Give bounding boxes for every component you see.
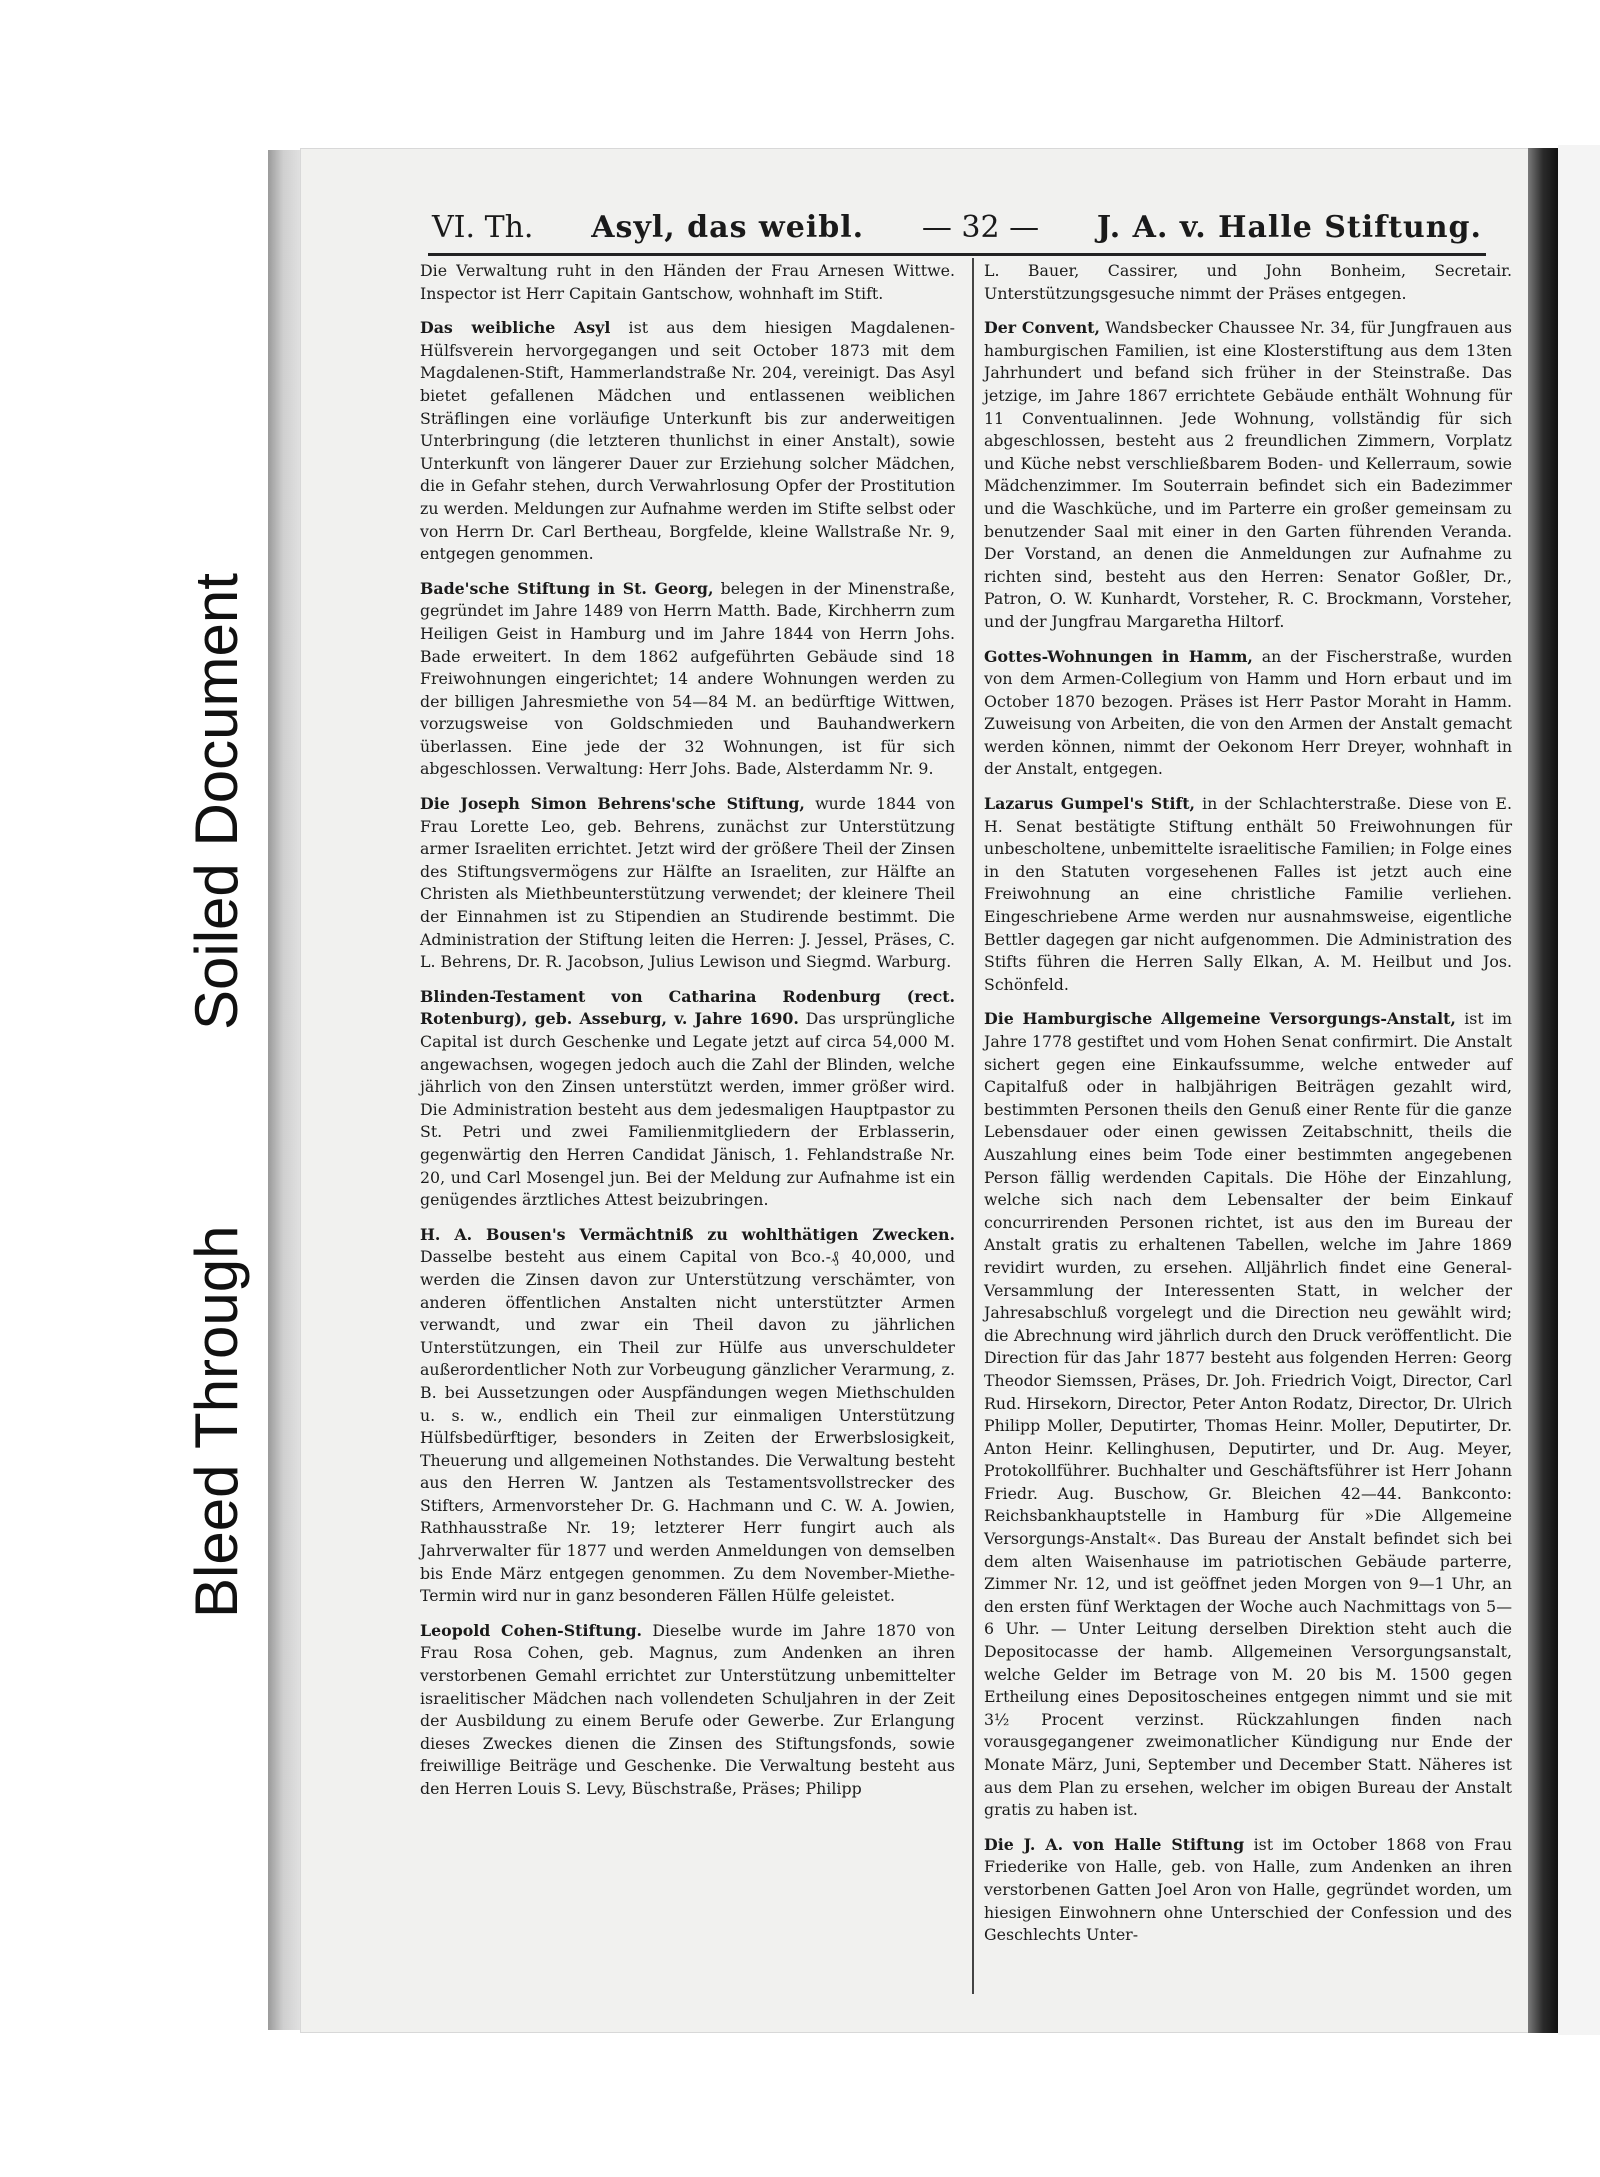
entry-text: an der Fischerstraße, wurden von dem Armen-Collegium von Hamm und Horn erbaut und im October 1870 bezogen. Präses ist Herr Pastor Moraht in Hamm. Zuweisung von Arbeiten, die von den Armen der Anstalt gemacht werden können, nimmt der Oekonom Herr Dreyer, wohnhaft in der Anstalt, entgegen. xyxy=(984,646,1512,779)
entry-text: ist aus dem hiesigen Magdalenen-Hülfsverein hervorgegangen und seit October 1873 mit dem Magdalenen-Stift, Hammerlandstraße Nr. 204, vereinigt. Das Asyl bietet gefallenen Mädchen und entlassenen weiblichen Sträflingen eine vorläufige Unterkunft bis zur anderweitigen Unterbringung (die letzteren thunlichst in einer Anstalt), sowie Unterkunft von längerer Dauer zur Erziehung solcher Mädchen, die in Gefahr stehen, durch Verwahrlosung Opfer der Prostitution zu werden. Meldungen zur Aufnahme werden im Stifte selbst oder von Herrn Dr. Carl Bertheau, Borgfelde, kleine Wallstraße Nr. 9, entgegen genommen. xyxy=(420,318,955,564)
entry-heading: Bade'sche Stiftung in St. Georg, xyxy=(420,578,714,598)
entry-text: belegen in der Minenstraße, gegründet im Jahre 1489 von Herrn Matth. Bade, Kirchherrn zum Heiligen Geist in Hamburg und im Jahre 1844 von Herrn Johs. Bade erweitert. In dem 1862 aufgeführten Gebäude sind 18 Freiwohnungen eingerichtet; 14 andere Wohnungen werden zu der billigen Jahresmiethe von 54—84 M. an bedürftige Wittwen, vorzugsweise von Goldschmieden und Bauhandwerkern überlassen. Eine jede der 32 Wohnungen, ist für sich abgeschlossen. Verwaltung: Herr Johs. Bade, Alsterdamm Nr. 9. xyxy=(420,578,955,779)
entry-paragraph xyxy=(984,1008,1512,1821)
entry-text: Das ursprüngliche Capital ist durch Geschenke und Legate jetzt auf circa 54,000 M. angewachsen, wogegen jedoch auch die Zahl der Blinden, welche jährlich von den Zinsen unterstützt werden, immer größer wird. Die Administration besteht aus dem jedesmaligen Hauptpastor zu St. Petri und zwei Familienmitgliedern der Erblasserin, gegenwärtig den Herren Candidat Jänisch, 1. Fehlandstraße Nr. 20, und Carl Mosengel jun. Bei der Meldung zur Aufnahme ist ein genügendes ärztliches Attest beizubringen. xyxy=(420,1009,955,1210)
column-divider xyxy=(972,258,974,1994)
right-column xyxy=(984,260,1512,1959)
entry-paragraph xyxy=(420,260,955,305)
entry-text: wurde 1844 von Frau Lorette Leo, geb. Behrens, zunächst zur Unterstützung armer Israeliten errichtet. Jetzt wird der größere Theil der Zinsen des Stiftungsvermögens zur Hälfte an Israeliten, zur Hälfte an Christen als Miethbeunterstützung verwendet; der kleinere Theil der Einnahmen ist zu Stipendien an Studirende bestimmt. Die Administration der Stiftung leiten die Herren: J. Jessel, Präses, C. L. Behrens, Dr. R. Jacobson, Julius Lewison und Siegmd. Warburg. xyxy=(420,794,956,972)
entry-heading: Leopold Cohen-Stiftung. xyxy=(420,1620,643,1640)
entry-heading: Die Hamburgische Allgemeine Versorgungs-Anstalt, xyxy=(984,1009,1456,1029)
entry-paragraph xyxy=(984,1834,1512,1947)
entry-heading: Das weibliche Asyl xyxy=(420,318,611,338)
entry-paragraph xyxy=(420,1620,955,1801)
left-column xyxy=(420,260,955,1813)
soiled-document-label: Soiled Document xyxy=(183,573,250,1030)
header-rule xyxy=(428,253,1486,256)
entry-paragraph xyxy=(984,260,1512,305)
entry-text: in der Schlachterstraße. Diese von E. H. Senat bestätigte Stiftung enthält 50 Freiwohnungen für unbescholtene, unbemittelte israelitische Familien; in Folge eines in den Statuten vorgesehenen Falles ist jetzt auch eine Freiwohnung an eine christliche Familie verliehen. Eingeschriebene Arme werden nur ausnahmsweise, eigentliche Bettler dagegen gar nicht aufgenommen. Die Administration des Stifts führen die Herren Sally Elkan, A. M. Heilbut und Jos. Schönfeld. xyxy=(984,794,1512,994)
bleed-through-label: Bleed Through xyxy=(183,1225,250,1618)
entry-heading: Der Convent, xyxy=(984,318,1100,338)
entry-paragraph xyxy=(420,986,955,1212)
entry-heading: Die Joseph Simon Behrens'sche Stiftung, xyxy=(420,794,805,814)
entry-text: Die Verwaltung ruht in den Händen der Frau Arnesen Wittwe. Inspector ist Herr Capitain Gantschow, wohnhaft im Stift. xyxy=(420,261,955,303)
entry-paragraph xyxy=(420,578,955,781)
running-header xyxy=(432,210,1482,250)
entry-text: Dasselbe besteht aus einem Capital von Bco.-₰ 40,000, und werden die Zinsen davon zur Unterstützung verschämter, von anderen öffentlichen Anstalten nicht unterstützter Armen verwandt, und zwar ein Theil davon zu jährlichen Unterstützungen, ein Theil zur Hülfe aus unverschuldeter außerordentlicher Noth zur Vorbeugung gänzlicher Verarmung, z. B. bei Aussetzungen oder Auspfändungen wegen Miethschulden u. s. w., endlich ein Theil zur einmaligen Unterstützung Hülfsbedürftiger, besonders in Zeiten der Erwerbslosigkeit, Theuerung und allgemeinen Nothstandes. Die Verwaltung besteht aus den Herren W. Jantzen als Testamentsvollstrecker des Stifters, Armenvorsteher Dr. G. Hachmann und C. W. A. Jowien, Rathhausstraße Nr. 19; letzterer Herr fungirt auch als Jahrverwalter für 1877 und werden Anmeldungen von demselben bis Ende März entgegen genommen. Zu dem November-Miethe-Termin wird nur in ganz besonderen Fällen Hülfe geleistet. xyxy=(420,1247,955,1606)
entry-text: Wandsbecker Chaussee Nr. 34, für Jungfrauen aus hamburgischen Familien, ist eine Klosterstiftung aus dem 13ten Jahrhundert und befand sich früher in der Steinstraße. Das jetzige, im Jahre 1867 errichtete Gebäude enthält Wohnung für 11 Conventualinnen. Jede Wohnung, vollständig für sich abgeschlossen, besteht aus 2 freundlichen Zimmern, Vorplatz und Küche nebst verschließbarem Boden- und Kellerraum, sowie Mädchenzimmer. Im Souterrain befindet sich ein Badezimmer und die Waschküche, und im Parterre ein großer gemeinsam zu benutzender Saal mit einer in den Garten führenden Veranda. Der Vorstand, an denen die Anmeldungen zur Aufnahme zu richten sind, besteht aus den Herren: Senator Goßler, Dr., Patron, O. W. Kunhardt, Vorsteher, R. C. Brockmann, Vorsteher, und der Jungfrau Margaretha Hiltorf. xyxy=(984,318,1512,631)
page-number: — 32 — xyxy=(921,210,1040,245)
header-right-title: J. A. v. Halle Stiftung. xyxy=(1096,210,1482,245)
entry-paragraph xyxy=(420,317,955,566)
entry-heading: Die J. A. von Halle Stiftung xyxy=(984,1834,1245,1854)
entry-heading: Blinden-Testament von Catharina Rodenburg (rect. Rotenburg), geb. Asseburg, v. Jahre 1690. xyxy=(420,986,955,1029)
entry-paragraph xyxy=(984,646,1512,782)
header-left-title: Asyl, das weibl. xyxy=(591,210,865,245)
entry-text: Dieselbe wurde im Jahre 1870 von Frau Rosa Cohen, geb. Magnus, zum Andenken an ihren verstorbenen Gemahl errichtet zur Unterstützung unbemittelter israelitischer Mädchen nach vollendeten Schuljahren in der Zeit der Ausbildung zu einem Berufe oder Gewerbe. Zur Erlangung dieses Zweckes dienen die Zinsen des Stiftungsfonds, sowie freiwillige Beiträge und Geschenke. Die Verwaltung besteht aus den Herren Louis S. Levy, Büschstraße, Präses; Philipp xyxy=(420,1620,956,1798)
adjacent-page-strip xyxy=(1558,145,1600,2035)
entry-paragraph xyxy=(984,793,1512,996)
entry-text: ist im October 1868 von Frau Friederike von Halle, geb. von Halle, zum Andenken an ihren verstorbenen Gatten Joel Aron von Halle, gegründet worden, um hiesigen Einwohnern ohne Unterschied der Confession und des Geschlechts Unter- xyxy=(984,1834,1512,1945)
page-edge-shadow xyxy=(1528,148,1558,2033)
entry-paragraph xyxy=(984,317,1512,633)
entry-paragraph xyxy=(420,793,955,974)
entry-text: ist im Jahre 1778 gestiftet und vom Hohen Senat confirmirt. Die Anstalt sichert gegen eine Einkaufssumme, welche entweder auf Capitalfuß oder in halbjährigen Beiträgen gezahlt wird, bestimmten Personen theils den Genuß einer Rente für die ganze Lebensdauer oder einen gewissen Zeitabschnitt, theils die Auszahlung eines beim Tode einer bestimmten angegebenen Person fällig werdenden Capitals. Die Höhe der Einzahlung, welche sich nach dem Lebensalter der beim Einkauf concurrirenden Personen richtet, ist aus den im Bureau der Anstalt gratis zu erhaltenen Tabellen, welche im Jahre 1869 revidirt wurden, zu ersehen. Alljährlich findet eine General-Versammlung der Interessenten Statt, in welcher der Jahresabschluß vorgelegt und die Direction neu gewählt wird; die Abrechnung wird jährlich durch den Druck veröffentlicht. Die Direction für das Jahr 1877 besteht aus folgenden Herren: Georg Theodor Siemssen, Präses, Dr. Joh. Friedrich Voigt, Director, Carl Rud. Hirsekorn, Director, Peter Anton Rodatz, Director, Dr. Ulrich Philipp Moller, Deputirter, Thomas Heinr. Moller, Deputirter, Dr. Anton Heinr. Kellinghusen, Deputirter, und Dr. Aug. Meyer, Protokollführer. Buchhalter und Geschäftsführer ist Herr Johann Friedr. Aug. Buschow, Gr. Bleichen 42—44. Bankconto: Reichsbankhauptstelle in Hamburg für »Die Allgemeine Versorgungs-Anstalt«. Das Bureau der Anstalt befindet sich bei dem alten Waisenhause im patriotischen Gebäude parterre, Zimmer Nr. 12, und ist geöffnet jeden Morgen von 9—1 Uhr, an den ersten fünf Werktagen der Woche auch Nachmittags von 5—6 Uhr. — Unter Leitung derselben Direktion steht auch die Depositocasse der hamb. Allgemeinen Versorgungsanstalt, welche Gelder im Betrage von M. 20 bis M. 1500 gegen Ertheilung eines Depositoscheines entgegen nimmt und sie mit 3½ Procent verzinst. Rückzahlungen finden nach vorausgegangener zweimonatlicher Kündigung nur Ende der Monate März, Juni, September und December Statt. Näheres ist aus dem Plan zu ersehen, welcher im obigen Bureau der Anstalt gratis zu haben ist. xyxy=(984,1009,1513,1820)
header-section: VI. Th. xyxy=(432,210,534,245)
entry-text: L. Bauer, Cassirer, und John Bonheim, Secretair. Unterstützungsgesuche nimmt der Präses entgegen. xyxy=(984,261,1512,303)
entry-heading: H. A. Bousen's Vermächtniß zu wohlthätigen Zwecken. xyxy=(420,1224,955,1244)
entry-heading: Lazarus Gumpel's Stift, xyxy=(984,794,1196,814)
entry-heading: Gottes-Wohnungen in Hamm, xyxy=(984,646,1253,666)
entry-paragraph xyxy=(420,1224,955,1608)
